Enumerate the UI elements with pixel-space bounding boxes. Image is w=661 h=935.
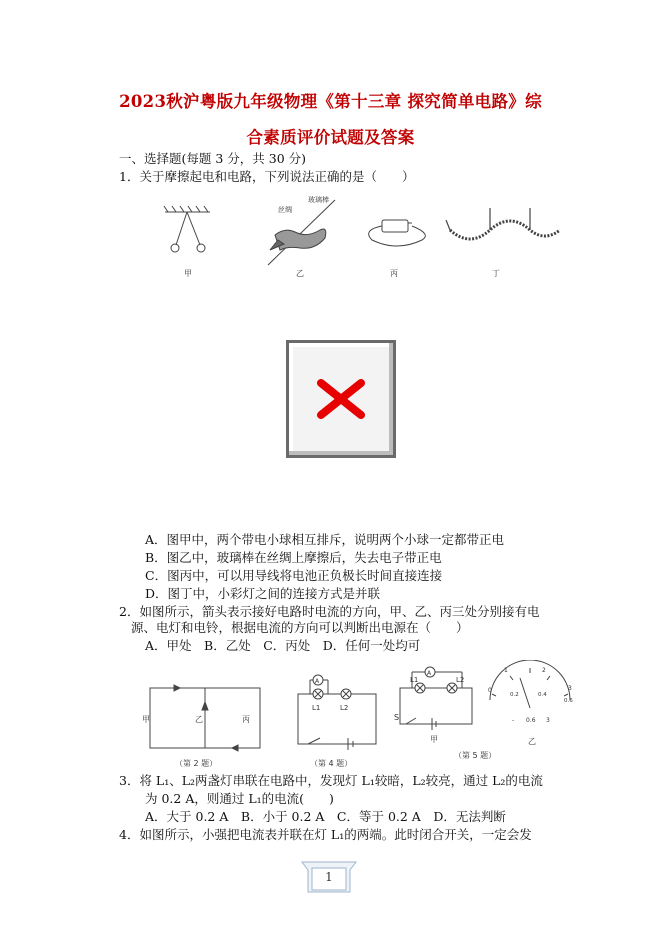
fig5-scale-0-6: 0.6 <box>564 698 573 704</box>
question-1-option-b: B．图乙中，玻璃棒在丝绸上摩擦后，失去电子带正电 <box>145 550 442 565</box>
fig4-ammeter-label: A <box>315 678 320 685</box>
question-1-figures <box>150 190 560 280</box>
broken-image-placeholder <box>286 340 396 458</box>
fig2-label-yi: 乙 <box>195 715 203 724</box>
fig-label-ding: 丁 <box>492 269 500 278</box>
title-line-1: 2023秋沪粤版九年级物理《第十三章 探究简单电路》综 <box>119 92 542 111</box>
question-2-stem-line-1: 2．如图所示，箭头表示接好电路时电流的方向，甲、乙、丙三处分别接有电 <box>119 604 540 619</box>
fig5-l1-label: L1 <box>410 676 419 684</box>
fig5-switch-label: S <box>394 713 400 722</box>
fig5-terminal-minus: - <box>512 717 515 724</box>
fig5-yi-label: 乙 <box>528 737 536 746</box>
question-1-option-d: D．图丁中，小彩灯之间的连接方式是并联 <box>145 586 381 601</box>
figure-question-4 <box>288 672 388 770</box>
page-number: 1 <box>325 870 333 884</box>
fig-label-glass-rod: 玻璃棒 <box>308 196 329 204</box>
fig2-caption: （第 2 题） <box>175 759 218 768</box>
fig5-jia-label: 甲 <box>430 735 438 744</box>
question-2-stem-line-2: 源、电灯和电铃，根据电流的方向可以判断出电源在（ ） <box>131 620 469 635</box>
fig5-terminal-3: 3 <box>546 717 550 724</box>
fig5-caption: （第 5 题） <box>454 751 497 760</box>
fig2-label-jia: 甲 <box>142 715 150 724</box>
fig5-scale-0: 0 <box>488 687 492 694</box>
fig4-l2-label: L2 <box>340 704 349 712</box>
question-2-options: A．甲处 B．乙处 C．丙处 D．任何一处均可 <box>145 638 421 653</box>
fig5-scale-2: 2 <box>542 667 546 674</box>
fig-label-yi: 乙 <box>296 269 304 278</box>
figure-bing-battery <box>369 220 426 246</box>
fig-label-jia: 甲 <box>184 269 192 278</box>
page-number-badge <box>300 858 358 896</box>
figure-question-2 <box>140 680 270 770</box>
figure-jia-charged-balls <box>164 206 210 252</box>
fig5-scale-0-4: 0.4 <box>538 692 547 698</box>
question-1-stem: 1．关于摩擦起电和电路，下列说法正确的是（ ） <box>119 169 415 184</box>
broken-image-icon <box>289 343 393 455</box>
fig5-terminal-0-6: 0.6 <box>526 717 536 724</box>
fig-label-silk: 丝绸 <box>278 206 292 214</box>
figure-ding-string-lights <box>446 208 560 239</box>
fig2-label-bing: 丙 <box>242 715 250 724</box>
fig5-ammeter-label: A <box>427 670 432 677</box>
fig5-l2-label: L2 <box>456 676 465 684</box>
question-3-options: A．大于 0.2 A B．小于 0.2 A C．等于 0.2 A D．无法判断 <box>145 809 506 824</box>
question-1-option-a: A．图甲中，两个带电小球相互排斥，说明两个小球一定都带正电 <box>145 532 505 547</box>
fig5-scale-3: 3 <box>568 685 572 692</box>
fig5-meter-ticks <box>492 668 568 708</box>
title-line-2: 合素质评价试题及答案 <box>246 128 415 147</box>
fig5-scale-1: 1 <box>504 667 508 674</box>
question-3-line-1: 3．将 L₁、L₂两盏灯串联在电路中，发现灯 L₁较暗，L₂较亮，通过 L₂的电流 <box>119 773 543 788</box>
section-heading: 一、选择题(每题 3 分，共 30 分) <box>119 151 307 166</box>
fig4-caption: （第 4 题） <box>310 759 353 768</box>
question-3-line-2: 为 0.2 A，则通过 L₁的电流( ) <box>145 791 334 806</box>
fig-label-bing: 丙 <box>390 269 398 278</box>
fig4-l1-label: L1 <box>312 704 321 712</box>
fig5-scale-0-2: 0.2 <box>510 692 519 698</box>
figure-question-5 <box>392 660 582 770</box>
question-4-line-1: 4．如图所示，小强把电流表并联在灯 L₁的两端。此时闭合开关，一定会发 <box>119 827 532 842</box>
question-1-option-c: C．图丙中，可以用导线将电池正负极长时间直接连接 <box>145 568 443 583</box>
